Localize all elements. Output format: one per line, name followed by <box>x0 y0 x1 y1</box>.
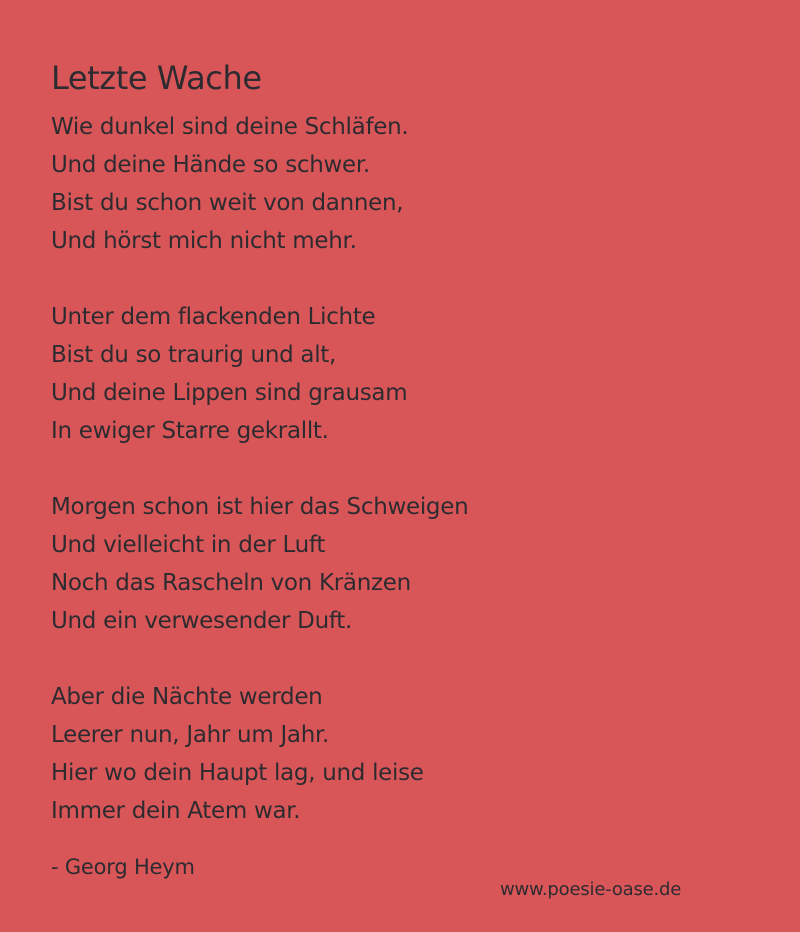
poem-line: Und deine Hände so schwer. <box>51 152 370 178</box>
poem-line: Immer dein Atem war. <box>51 798 301 824</box>
poem-author: - Georg Heym <box>51 855 195 879</box>
poem-line: Aber die Nächte werden <box>51 684 323 710</box>
poem-line: Und ein verwesender Duft. <box>51 608 352 634</box>
stanza-4 <box>51 678 771 830</box>
poem-container <box>51 58 771 868</box>
website-credit: www.poesie-oase.de <box>500 879 682 900</box>
poem-line: Bist du schon weit von dannen, <box>51 190 404 216</box>
poem-line: Noch das Rascheln von Kränzen <box>51 570 411 596</box>
poem-line: Und deine Lippen sind grausam <box>51 380 408 406</box>
stanza-3 <box>51 488 771 640</box>
poem-line: Bist du so traurig und alt, <box>51 342 337 368</box>
stanza-2 <box>51 298 771 450</box>
poem-line: Und vielleicht in der Luft <box>51 532 326 558</box>
poem-line: Unter dem flackenden Lichte <box>51 304 376 330</box>
poem-line: Wie dunkel sind deine Schläfen. <box>51 114 409 140</box>
poem-line: Hier wo dein Haupt lag, und leise <box>51 760 424 786</box>
poem-line: Und hörst mich nicht mehr. <box>51 228 357 254</box>
stanza-1 <box>51 108 771 260</box>
poem-line: Morgen schon ist hier das Schweigen <box>51 494 469 520</box>
poem-title: Letzte Wache <box>51 59 262 97</box>
poem-line: In ewiger Starre gekrallt. <box>51 418 329 444</box>
poem-line: Leerer nun, Jahr um Jahr. <box>51 722 330 748</box>
